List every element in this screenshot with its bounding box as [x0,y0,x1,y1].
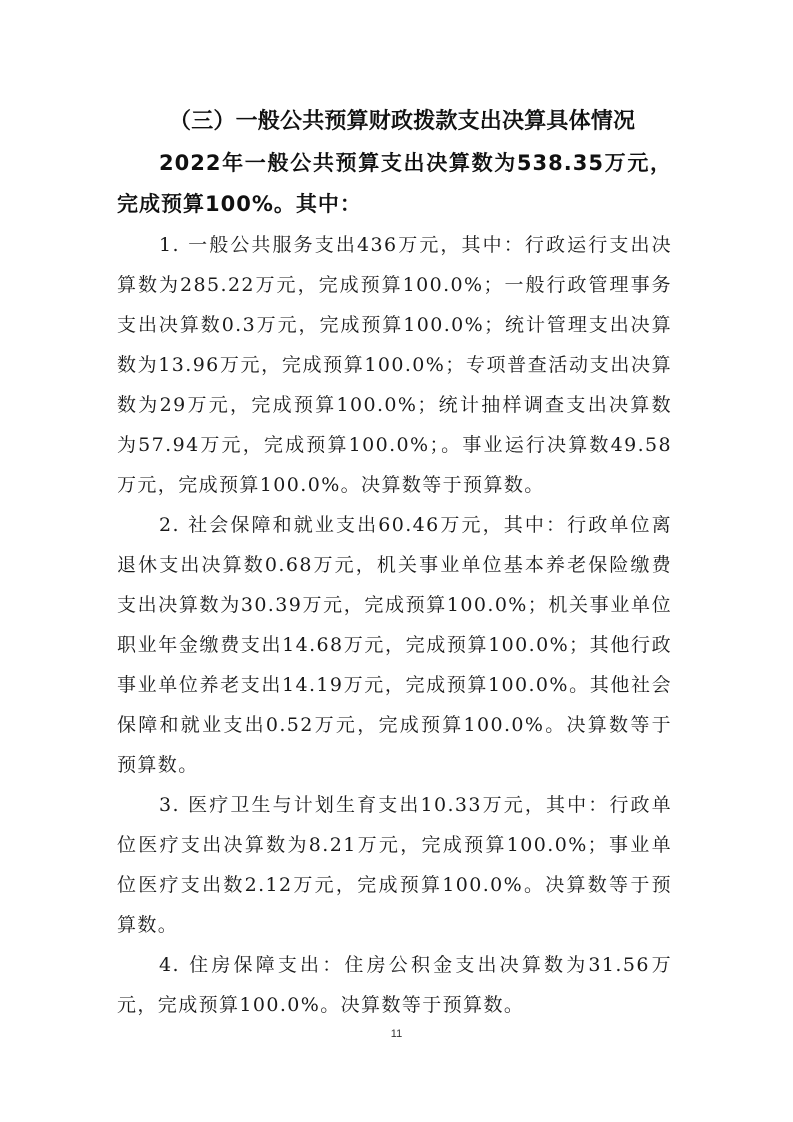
section-heading: （三）一般公共预算财政拨款支出决算具体情况 [169,109,636,134]
paragraph-housing: 4. 住房保障支出：住房公积金支出决算数为31.56万元，完成预算100.0%。决算数等于预算数。 [117,954,672,1016]
summary-paragraph: 2022年一般公共预算支出决算数为538.35万元，完成预算100%。其中： [117,151,672,216]
paragraph-health: 3. 医疗卫生与计划生育支出10.33万元，其中：行政单位医疗支出决算数为8.21万元，完成预算100.0%；事业单位医疗支出数2.12万元，完成预算100.0%。决算数等于预算数。 [117,794,672,936]
paragraph-social-security: 2. 社会保障和就业支出60.46万元，其中：行政单位离退休支出决算数0.68万元，机关事业单位基本养老保险缴费支出决算数为30.39万元，完成预算100.0%；机关事业单位职业年金缴费支出14.68万元，完成预算100.0%；其他行政事业单位养老支出14.19万元，完成预算100.0%。其他社会保障和就业支出0.52万元，完成预算100.0%。决算数等于预算数。 [117,514,672,776]
paragraph-general-public-services: 1. 一般公共服务支出436万元，其中：行政运行支出决算数为285.22万元，完成预算100.0%；一般行政管理事务支出决算数0.3万元，完成预算100.0%；统计管理支出决算数为13.96万元，完成预算100.0%；专项普查活动支出决算数为29万元，完成预算100.0%；统计抽样调查支出决算数为57.94万元，完成预算100.0%；。事业运行决算数49.58万元，完成预算100.0%。决算数等于预算数。 [117,234,672,496]
page-number: 11 [390,1028,403,1040]
